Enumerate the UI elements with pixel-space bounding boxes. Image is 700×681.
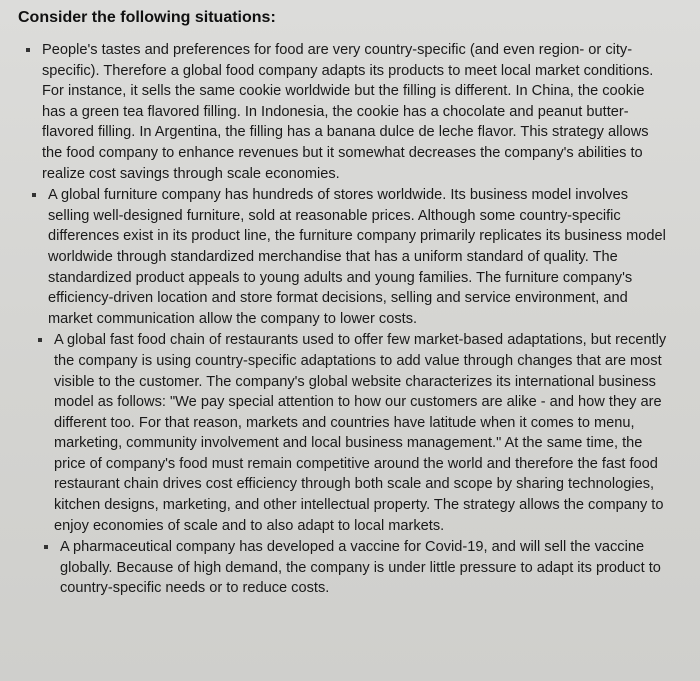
list-item-pharmaceutical-company [18, 537, 672, 599]
bullet-icon [38, 338, 42, 342]
list-item-text: A global furniture company has hundreds of stores worldwide. Its business model involves selling well-designed furniture, sold at reasonable prices. Although some country-specific differences exist in its product line, the furniture company primarily replicates its business model worldwide through standardized merchandise that has a uniform standard of quality. The standardized product appeals to young adults and young families. The furniture company's efficiency-driven location and store format decisions, selling and service environment, and market communication allow the company to lower costs. [48, 187, 666, 327]
bullet-icon [44, 545, 48, 549]
list-item-fast-food-chain [18, 330, 672, 536]
list-item-furniture-company [18, 185, 672, 329]
list-item-text: People's tastes and preferences for food are very country-specific (and even region- or city-specific). Therefore a global food company adapts its products to meet local market conditions. For instance, it sells the same cookie worldwide but the filling is different. In China, the cookie has a green tea flavored filling. In Indonesia, the cookie has a chocolate and peanut butter-flavored filling. In Argentina, the filling has a banana dulce de leche flavor. This strategy allows the food company to enhance revenues but it somewhat decreases the company's abilities to realize cost savings through scale economies. [42, 42, 654, 182]
list-item-food-company [18, 40, 672, 184]
list-item-text: A global fast food chain of restaurants used to offer few market-based adaptations, but recently the company is using country-specific adaptations to add value through changes that are most visible to the customer. The company's global website characterizes its international business model as follows: "We pay special attention to how our customers are alike - and how they are different too. For that reason, markets and countries have latitude when it comes to menu, marketing, community involvement and local business management." At the same time, the price of company's food must remain competitive around the world and therefore the fast food restaurant chain drives cost efficiency through both scale and scope by sharing technologies, kitchen designs, marketing, and other intellectual property. The strategy allows the company to enjoy economies of scale and to also adapt to local markets. [54, 332, 667, 534]
bullet-icon [32, 193, 36, 197]
bullet-icon [26, 48, 30, 52]
list-item-text: A pharmaceutical company has developed a vaccine for Covid-19, and will sell the vaccine globally. Because of high demand, the company is under little pressure to adapt its product to country-specific needs or to reduce costs. [60, 539, 661, 597]
situations-list [18, 40, 672, 599]
page-heading: Consider the following situations: [18, 9, 276, 26]
